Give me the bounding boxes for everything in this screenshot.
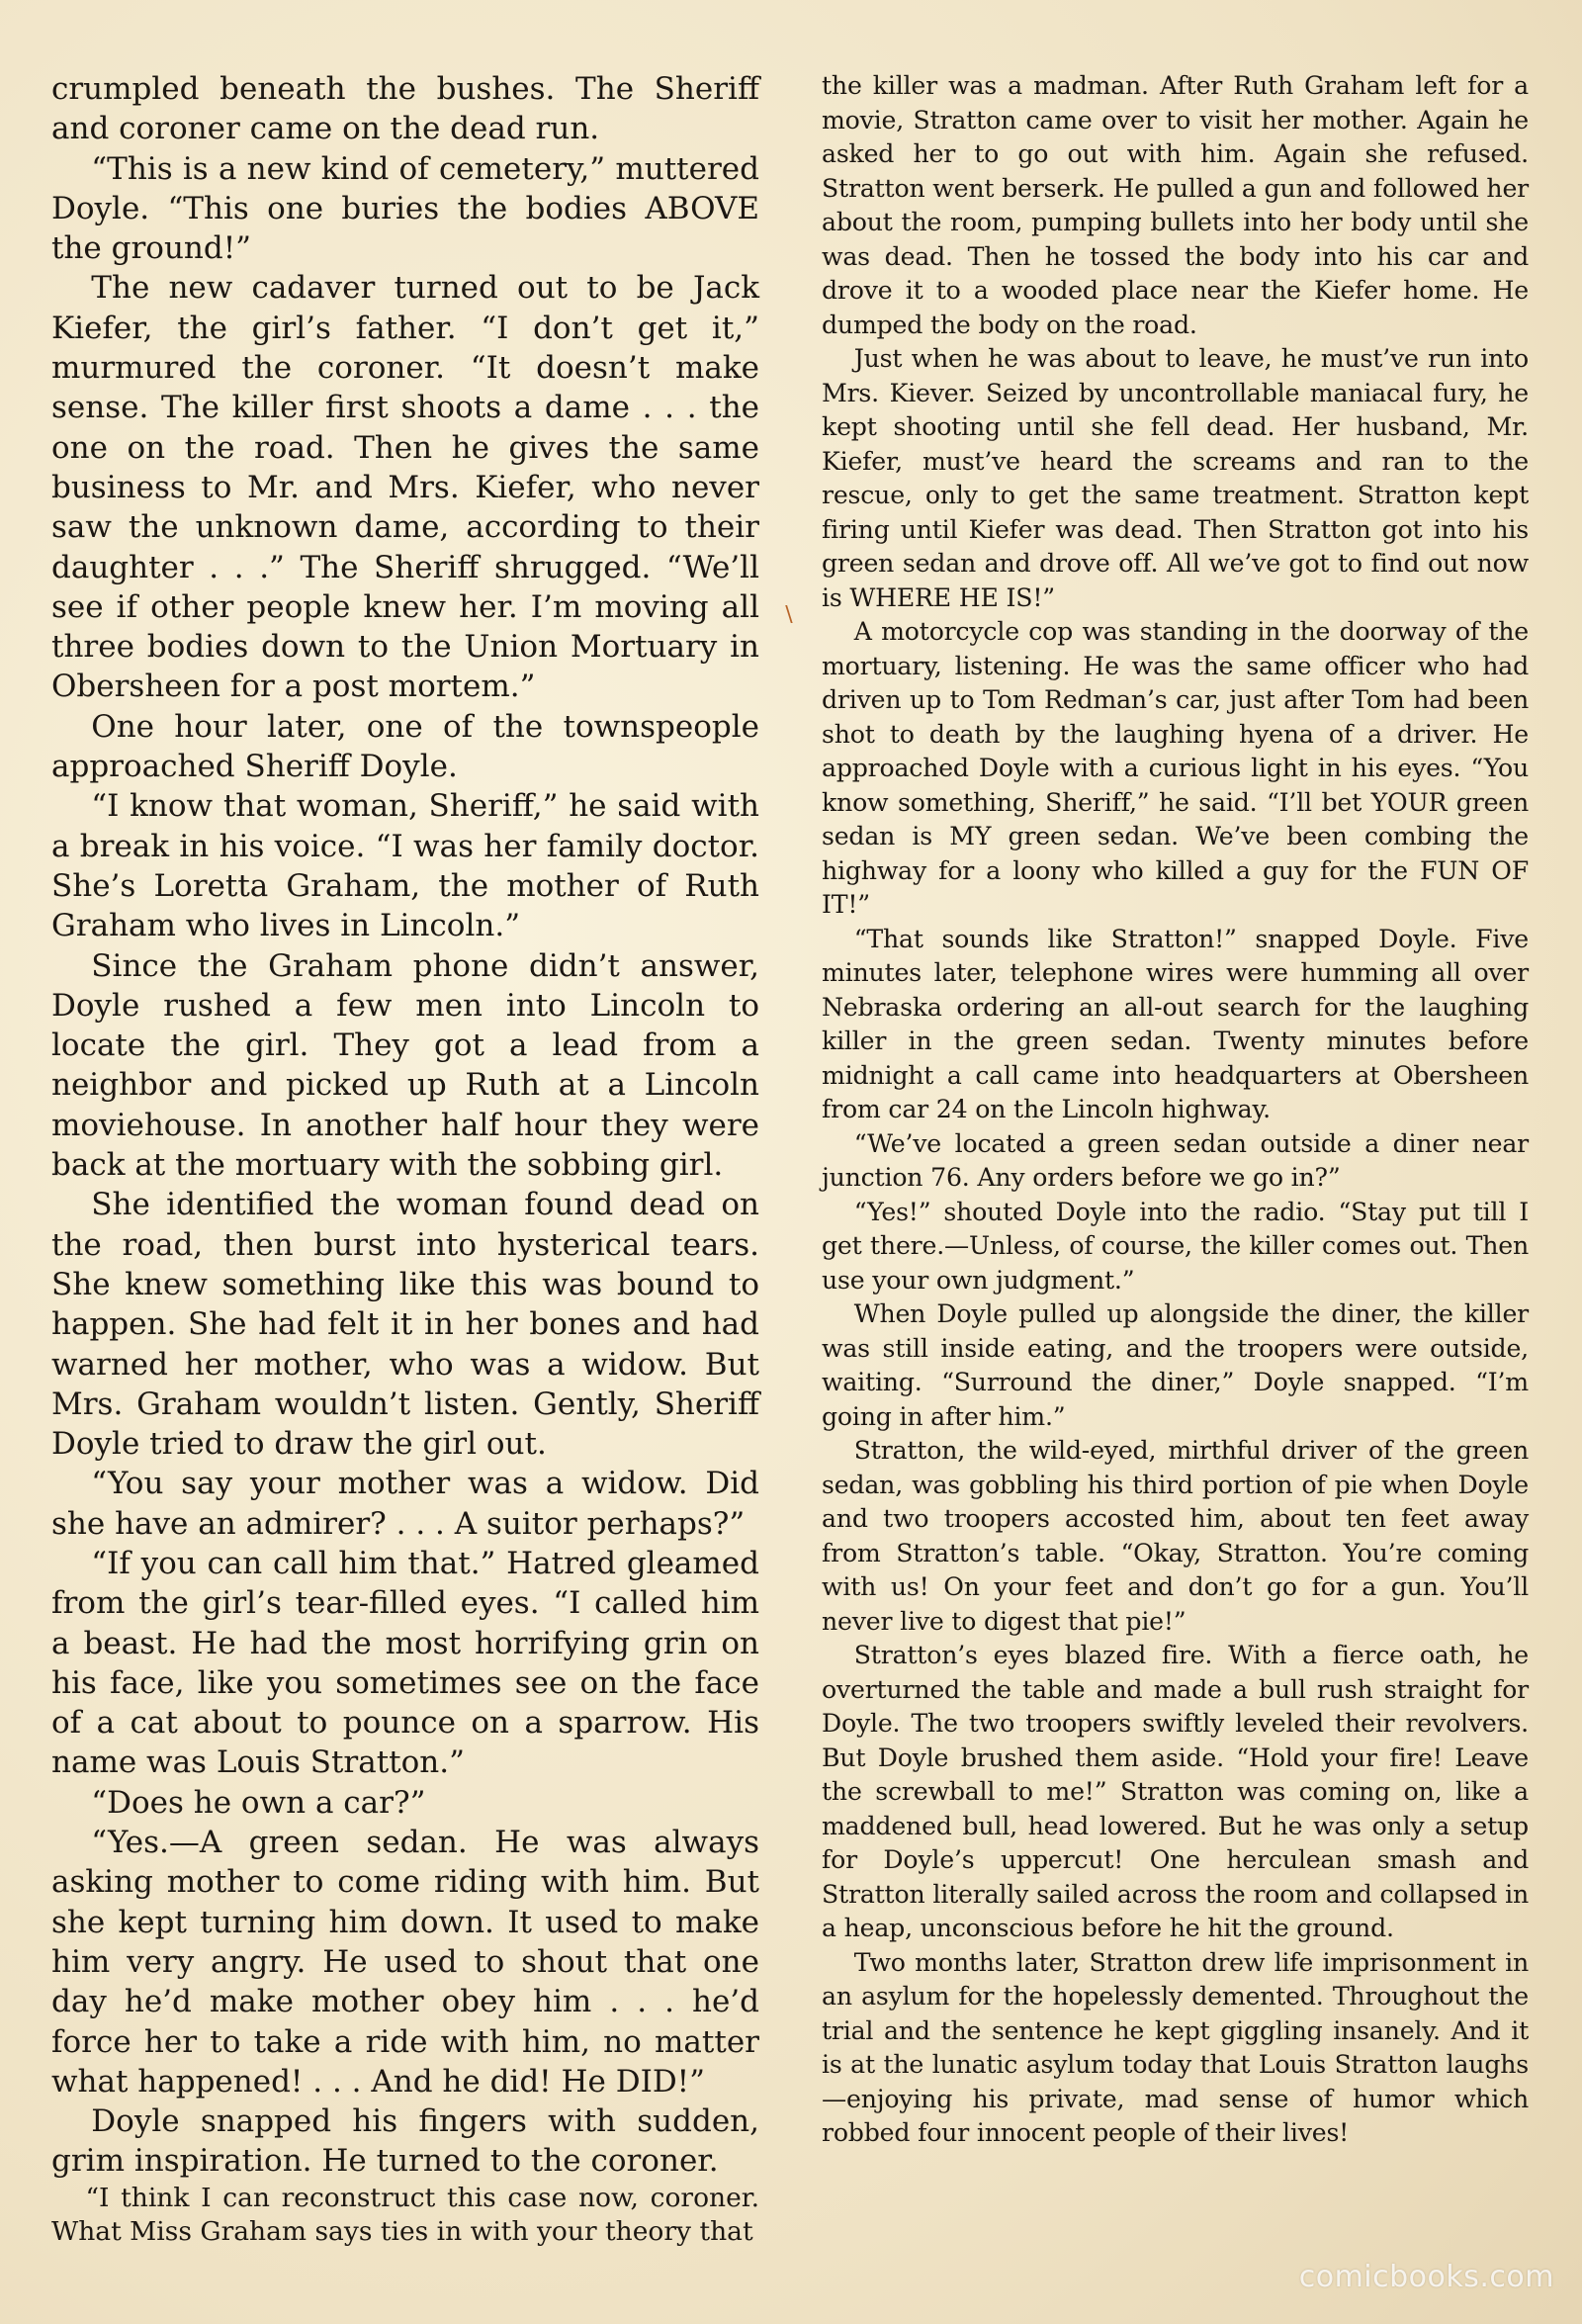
paragraph: When Doyle pulled up alongside the diner, the killer was still inside eating, and the troopers were outside, waiting. “Surround the diner,” Doyle snapped. “I’m going in after him.” [822, 1299, 1529, 1431]
paragraph: “If you can call him that.” Hatred gleamed from the girl’s tear-filled eyes. “I called him a beast. He had the most horrifying grin on his face, like you sometimes see on the face of a cat about to pounce on a sparrow. His name was Louis Stratton.” [51, 1545, 759, 1781]
paragraph: “You say your mother was a widow. Did she have an admirer? . . . A suitor perhaps?” [51, 1466, 759, 1542]
paragraph: “We’ve located a green sedan outside a diner near junction 76. Any orders before we go in?” [822, 1128, 1529, 1192]
paragraph: “Does he own a car?” [91, 1784, 426, 1821]
paragraph: “This is a new kind of cemetery,” muttered Doyle. “This one buries the bodies ABOVE the ground!” [51, 150, 759, 267]
paragraph: “That sounds like Stratton!” snapped Doyle. Five minutes later, telephone wires were humming all over Nebraska ordering an all-out search for the laughing killer in the green sedan. Twenty minutes before midnight a call came into headquarters at Obersheen from car 24 on the Lincoln highway. [822, 924, 1529, 1123]
paragraph: Just when he was about to leave, he must’ve run into Mrs. Kiever. Seized by uncontrollable maniacal fury, he kept shooting until she fell dead. Her husband, Mr. Kiefer, must’ve heard the screams and ran to the rescue, only to get the same treatment. Stratton kept firing until Kiefer was dead. Then Stratton got into his green sedan and drove off. All we’ve got to find out now is WHERE HE IS!” [822, 344, 1529, 612]
paragraph: “Yes.—A green sedan. He was always asking mother to come riding with him. But she kept turning him down. It used to make him very angry. He used to shout that one day he’d make mother obey him . . . he’d force her to take a ride with him, no matter what happened! . . . And he did! He DID!” [51, 1825, 759, 2100]
paragraph: One hour later, one of the townspeople approached Sheriff Doyle. [51, 708, 759, 785]
paragraph: Stratton, the wild-eyed, mirthful driver of the green sedan, was gobbling his third portion of pie when Doyle and two troopers accosted him, about ten feet away from Stratton’s table. “Okay, Stratton. You’re coming with us! On your feet and don’t go for a gun. You’ll never live to digest that pie!” [822, 1436, 1529, 1636]
paragraph: “I know that woman, Sheriff,” he said with a break in his voice. “I was her family doctor. She’s Loretta Graham, the mother of Ruth Graham who lives in Lincoln.” [51, 788, 759, 944]
ink-speck: ∖ [781, 603, 796, 628]
paragraph: crumpled beneath the bushes. The Sheriff and coroner came on the dead run. [51, 71, 759, 147]
paragraph: the killer was a madman. After Ruth Graham left for a movie, Stratton came over to visit her mother. Again he asked her to go out with him. Again she refused. Stratton went berserk. He pulled a gun and followed her about the room, pumping bullets into her body until she was dead. Then he tossed the body into his car and drove it to a wooded place near the Kiefer home. He dumped the body on the road. [822, 71, 1529, 339]
paragraph: Doyle snapped his fingers with sudden, grim inspiration. He turned to the coroner. [51, 2103, 759, 2180]
paragraph: Stratton’s eyes blazed fire. With a fierce oath, he overturned the table and made a bull rush straight for Doyle. The two troopers swiftly leveled their revolvers. But Doyle brushed them aside. “Hold your fire! Leave the screwball to me!” Stratton was coming on, like a maddened bull, head lowered. But he was only a setup for Doyle’s uppercut! One herculean smash and Stratton literally sailed across the room and collapsed in a heap, unconscious before he hit the ground. [822, 1641, 1529, 1942]
right-text-column [822, 69, 1529, 2151]
paragraph: “Yes!” shouted Doyle into the radio. “Stay put till I get there.—Unless, of course, the killer comes out. Then use your own judgment.” [822, 1197, 1529, 1295]
paragraph: The new cadaver turned out to be Jack Kiefer, the girl’s father. “I don’t get it,” murmured the coroner. “It doesn’t make sense. The killer first shoots a dame . . . the one on the road. Then he gives the same business to Mr. and Mrs. Kiefer, who never saw the unknown dame, according to their daughter . . .” The Sheriff shrugged. “We’ll see if other people knew her. I’m moving all three bodies down to the Union Mortuary in Obersheen for a post mortem.” [51, 270, 759, 705]
paragraph: She identified the woman found dead on the road, then burst into hysterical tears. She knew something like this was bound to happen. She had felt it in her bones and had warned her mother, who was a widow. But Mrs. Graham wouldn’t listen. Gently, Sheriff Doyle tried to draw the girl out. [51, 1187, 759, 1463]
paragraph: Since the Graham phone didn’t answer, Doyle rushed a few men into Lincoln to locate the girl. They got a lead from a neighbor and picked up Ruth at a Lincoln moviehouse. In another half hour they were back at the mortuary with the sobbing girl. [51, 947, 759, 1184]
site-watermark: comicbooks.com [1298, 2260, 1554, 2294]
paragraph: A motorcycle cop was standing in the doorway of the mortuary, listening. He was the same officer who had driven up to Tom Redman’s car, just after Tom had been shot to death by the laughing hyena of a driver. He approached Doyle with a curious light in his eyes. “You know something, Sheriff,” he said. “I’ll bet YOUR green sedan is MY green sedan. We’ve been combing the highway for a loony who killed a guy for the FUN OF IT!” [822, 617, 1529, 919]
paragraph: Two months later, Stratton drew life imprisonment in an asylum for the hopelessly demented. Throughout the trial and the sentence he kept giggling insanely. And it is at the lunatic asylum today that Louis Stratton laughs—enjoying his private, mad sense of humor which robbed four innocent people of their lives! [822, 1947, 1529, 2147]
paragraph: “I think I can reconstruct this case now, coroner. What Miss Graham says ties in with your theory that [51, 2182, 759, 2247]
left-text-column [51, 69, 759, 2249]
